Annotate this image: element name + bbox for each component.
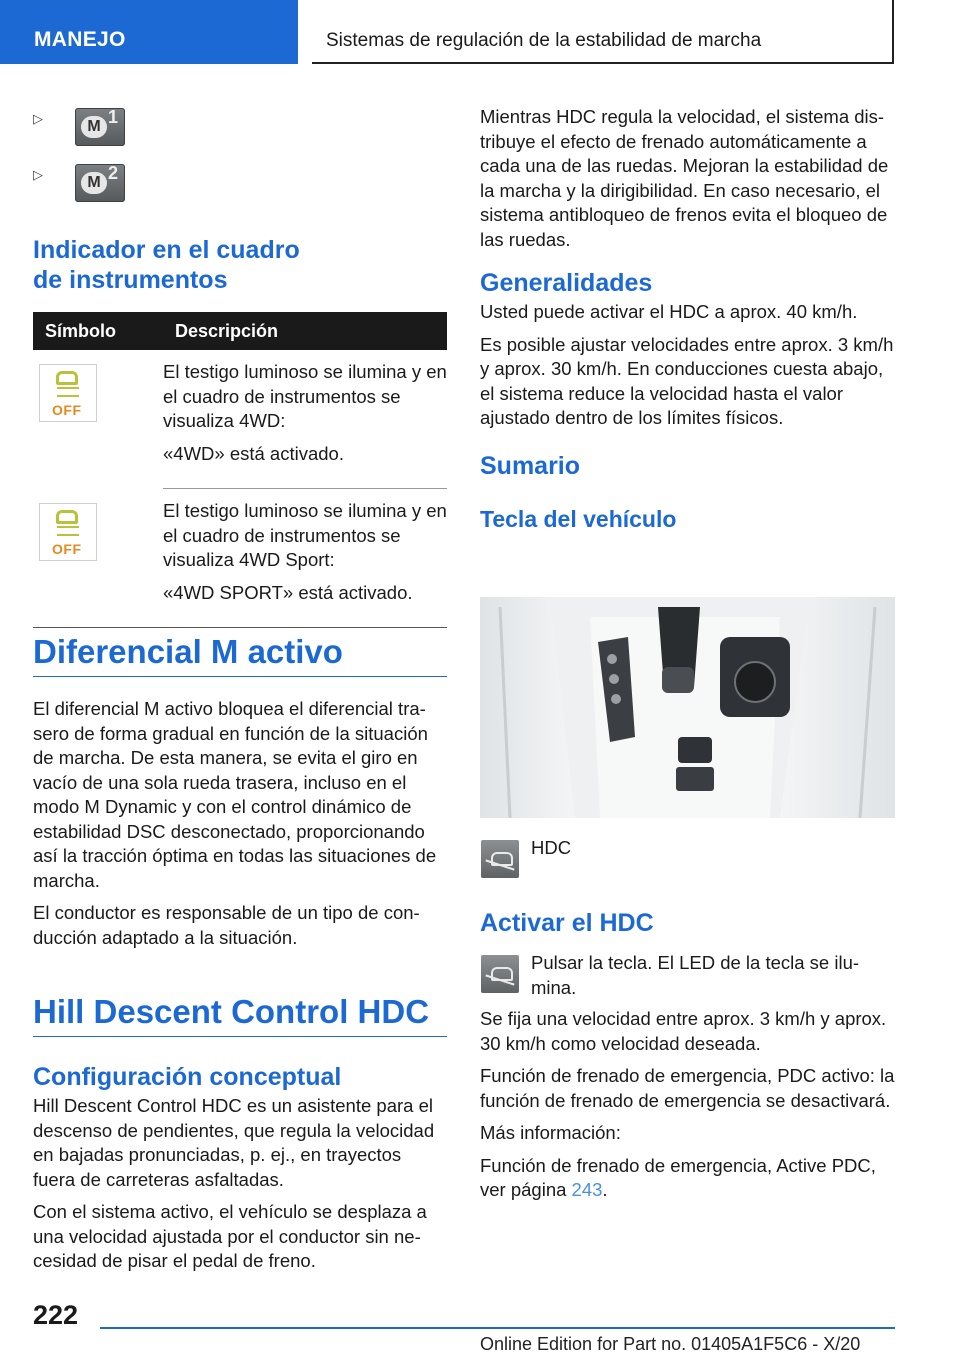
4wd-off-warning-icon [39,364,97,422]
concept-heading: Configuración conceptual [33,1063,342,1091]
triangle-bullet-icon: ▷ [33,167,43,182]
concept-paragraph-2: Con el sistema activo, el vehículo se desplaza a una velocidad ajustada por el conductor sin necesidad de pisar el pedal de freno. [33,1201,427,1271]
heading-rule [33,1036,447,1037]
activate-paragraph-2: Función de frenado de emergencia, PDC activo: la función de frenado de emergencia se desactivará. [480,1065,895,1111]
indicator-heading-line2: de instrumentos [33,266,228,294]
4wd-sport-off-warning-icon [39,503,97,561]
triangle-bullet-icon: ▷ [33,111,43,126]
header-section-tab [0,0,298,64]
activate-step: Pulsar la tecla. El LED de la tecla se ilumina. [531,952,860,998]
hdc-heading: Hill Descent Control HDC [33,993,430,1030]
center-console-photo [480,597,895,818]
heading-rule [33,676,447,677]
icon-off-text: OFF [52,402,82,418]
indicator-heading-line1: Indicador en el cuadro [33,236,300,264]
reference-paragraph [480,1154,895,1203]
reference-end: . [602,1179,608,1200]
page-reference-link[interactable]: 243 [571,1179,603,1200]
summary-heading: Sumario [480,451,581,480]
description-cell [163,350,447,489]
header-divider [298,0,312,64]
symbol-table [33,312,447,628]
m1-badge: M [81,116,107,138]
concept-paragraph-1: Hill Descent Control HDC es un asistente para el descenso de pendientes, que regula la velocidad en bajadas pronunciadas, p. ej., en trayectos fuera de carreteras asfaltadas. [33,1095,435,1190]
diff-paragraph-1: El diferencial M activo bloquea el diferencial trasero de forma gradual en función de la situación de marcha. De esta manera, se evita el giro en vacío de una sola rueda trasera, incluso en el modo M Dynamic y con el control dinámico de estabilidad DSC desconectado, proporcionando así la tracción óptima en todas las situaciones de marcha. [33,698,437,891]
table-row [33,350,447,489]
header-title-box [312,0,894,64]
symbol-cell [33,350,163,489]
diff-heading: Diferencial M activo [33,633,343,670]
key-heading: Tecla del vehículo [480,505,677,532]
row-note: «4WD» está activado. [163,442,344,464]
reference-text: Función de frenado de emergencia, Active PDC, ver página [480,1154,876,1200]
diff-paragraph-2: El conductor es responsable de un tipo de conducción adaptado a la situación. [33,902,420,948]
right-paragraph-1: Mientras HDC regula la velocidad, el sistema distribuye el efecto de frenado automáticamente a cada una de las ruedas. Mejoran la estabilidad de la marcha y la dirigibilidad. En caso necesario, el sistema antibloqueo de frenos evita el bloqueo de las ruedas. [480,106,889,250]
indicator-heading [33,235,447,295]
m2-badge: M [81,172,107,194]
description-cell [163,489,447,628]
icon-off-text: OFF [52,540,82,557]
edition-footer: Online Edition for Part no. 01405A1F5C6 - X/20 [480,1334,861,1354]
general-paragraph-1: Usted puede activar el HDC a aprox. 40 km/h. [480,301,858,322]
m2-number: 2 [108,163,119,183]
hdc-button-icon [481,840,519,878]
row-description: El testigo luminoso se ilumina y en el cuadro de instrumentos se visualiza 4WD: [163,361,447,431]
m1-button-icon [75,108,125,146]
header-title: Sistemas de regulación de la estabilidad de marcha [326,30,762,51]
activate-paragraph-1: Se fija una velocidad entre aprox. 3 km/h y aprox. 30 km/h como velocidad deseada. [480,1008,887,1054]
symbol-column-header: Símbolo [33,312,163,350]
symbol-cell [33,489,163,628]
general-paragraph-2: Es posible ajustar velocidades entre aprox. 3 km/h y aprox. 30 km/h. En conducciones cuesta abajo, el sistema reduce la velocidad hasta el valor ajustado dentro de los límites físicos. [480,333,894,428]
hdc-button-icon [481,955,519,993]
row-description: El testigo luminoso se ilumina y en el cuadro de instrumentos se visualiza 4WD Sport: [163,500,447,570]
header-section-label: MANEJO [34,28,126,51]
table-row [33,489,447,628]
activate-heading: Activar el HDC [480,909,654,937]
description-column-header: Descripción [163,312,447,350]
general-heading: Generalidades [480,269,653,297]
page-number: 222 [33,1300,79,1330]
row-note: «4WD SPORT» está activado. [163,581,413,603]
m2-button-icon [75,164,125,202]
footer-rule [100,1327,895,1329]
more-info-label: Más información: [480,1122,621,1143]
m1-number: 1 [108,107,119,127]
hdc-label: HDC [531,837,572,858]
